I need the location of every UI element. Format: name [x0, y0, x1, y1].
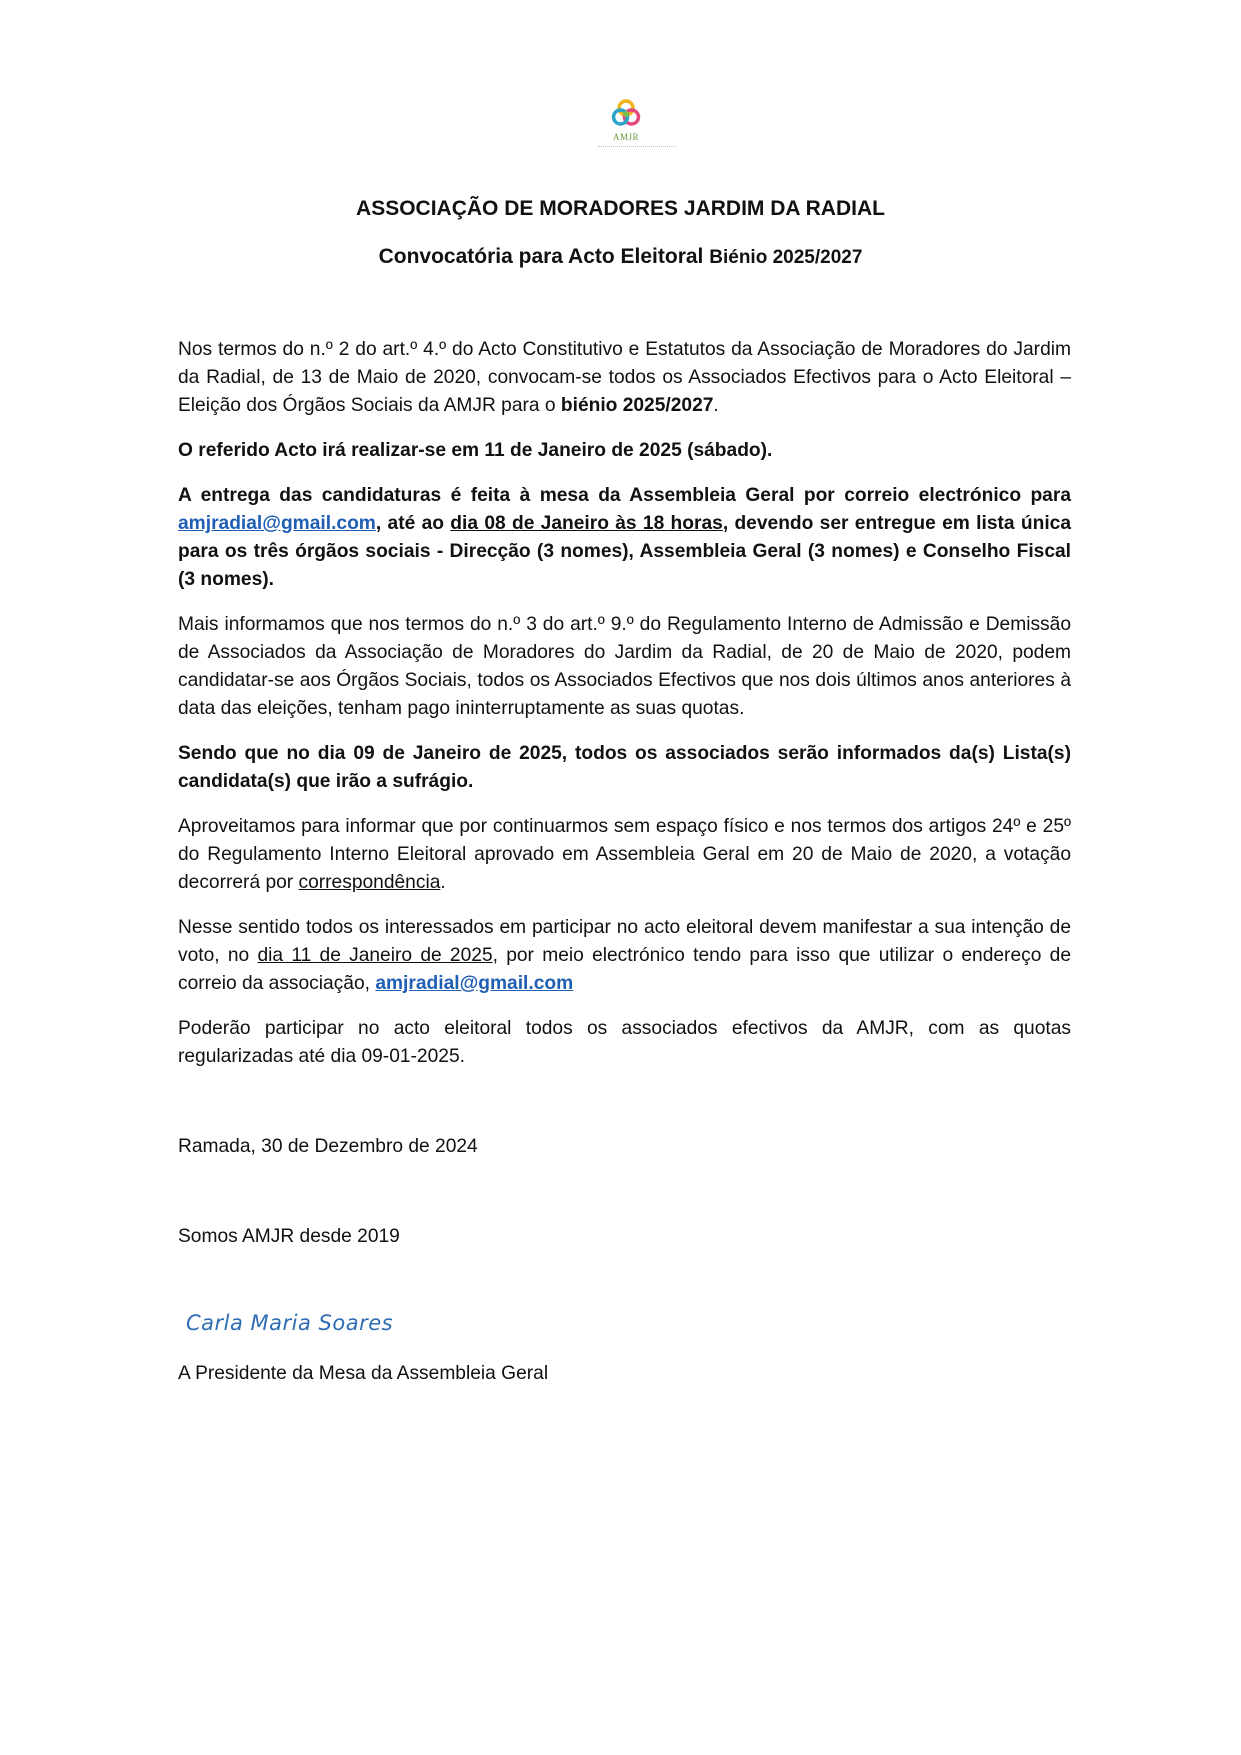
voting-method-text: Aproveitamos para informar que por continuarmos sem espaço físico e nos termos dos artigos 24º e 25º do Regulamento Interno Eleitoral aprovado em Assembleia Geral em 20 de Maio de 2020, a votação decorrerá por: [178, 816, 1071, 893]
candidacy-start: A entrega das candidaturas é feita à mesa da Assembleia Geral por correio electrónico para: [178, 485, 1071, 506]
page-title: ASSOCIAÇÃO DE MORADORES JARDIM DA RADIAL: [356, 197, 885, 220]
vote-intention-start: Nesse sentido todos os interessados em participar no acto eleitoral devem manifestar a sua intenção de voto, no: [178, 917, 1071, 966]
correspondence-underlined: correspondência: [298, 872, 441, 893]
logo-emblem-icon: [580, 94, 672, 134]
paragraph-eligibility: Mais informamos que nos termos do n.º 3 do art.º 9.º do Regulamento Interno de Admissão e Demissão de Associados da Associação de Moradores do Jardim da Radial, de 20 de Maio de 2020, podem candidatar-se aos Órgãos Sociais, todos os Associados Efectivos que nos dois últimos anos anteriores à data das eleições, tenham pago ininterruptamente as suas quotas.: [178, 614, 1071, 719]
list-announcement-text: Sendo que no dia 09 de Janeiro de 2025, todos os associados serão informados da(s) Lista(s) candidata(s) que irão a sufrágio.: [178, 743, 1071, 792]
logo-tagline-decoration: [598, 146, 676, 150]
signatory-role: A Presidente da Mesa da Assembleia Geral: [178, 1363, 549, 1384]
vote-date-underlined: dia 11 de Janeiro de 2025: [257, 945, 493, 966]
email-link-2[interactable]: amjradial@gmail.com: [375, 973, 574, 994]
candidacy-mid: , até ao: [375, 513, 451, 534]
logo-text: AMJR: [612, 132, 639, 142]
candidacy-text: [178, 485, 1071, 590]
paragraph-end: .: [713, 395, 719, 416]
candidacy-deadline: dia 08 de Janeiro às 18 horas: [450, 513, 723, 534]
paragraph-candidacy: [178, 482, 1071, 594]
email-link[interactable]: amjradial@gmail.com: [178, 513, 376, 534]
candidacy-end: , devendo ser entregue em lista única para os três órgãos sociais - Direcção (3 nomes), Assembleia Geral (3 nomes) e Conselho Fiscal (3 nomes).: [178, 513, 1071, 590]
amjr-logo: [580, 94, 672, 166]
page-subtitle: [0, 245, 1241, 269]
paragraph-voting-method: [178, 813, 1071, 897]
election-date-text: O referido Acto irá realizar-se em 11 de Janeiro de 2025 (sábado).: [178, 440, 773, 461]
paragraph-convocation: [178, 336, 1071, 420]
paragraph-list-announcement: [178, 740, 1071, 796]
paragraph-vote-intention: [178, 914, 1071, 998]
paragraph-participation: Poderão participar no acto eleitoral todos os associados efectivos da AMJR, com as quotas regularizadas até dia 09-01-2025.: [178, 1018, 1071, 1067]
biennium-bold: biénio 2025/2027: [560, 395, 714, 416]
signature: Carla Maria Soares: [186, 1311, 394, 1335]
subtitle-main: Convocatória para Acto Eleitoral: [378, 245, 704, 268]
vote-intention-mid: , por meio electrónico tendo para isso que utilizar o endereço de correio da associação,: [178, 945, 1071, 994]
motto: Somos AMJR desde 2019: [178, 1226, 400, 1247]
paragraph-text: Nos termos do n.º 2 do art.º 4.º do Acto Constitutivo e Estatutos da Associação de Moradores do Jardim da Radial, de 13 de Maio de 2020, convocam-se todos os Associados Efectivos para o Acto Eleitoral – Eleição dos Órgãos Sociais da AMJR para o: [178, 339, 1071, 416]
place-date: Ramada, 30 de Dezembro de 2024: [178, 1136, 478, 1157]
paragraph-election-date: [178, 437, 1071, 465]
subtitle-biennium: Biénio 2025/2027: [709, 247, 863, 268]
document-body: [178, 336, 1071, 1088]
voting-method-end: .: [440, 872, 446, 893]
